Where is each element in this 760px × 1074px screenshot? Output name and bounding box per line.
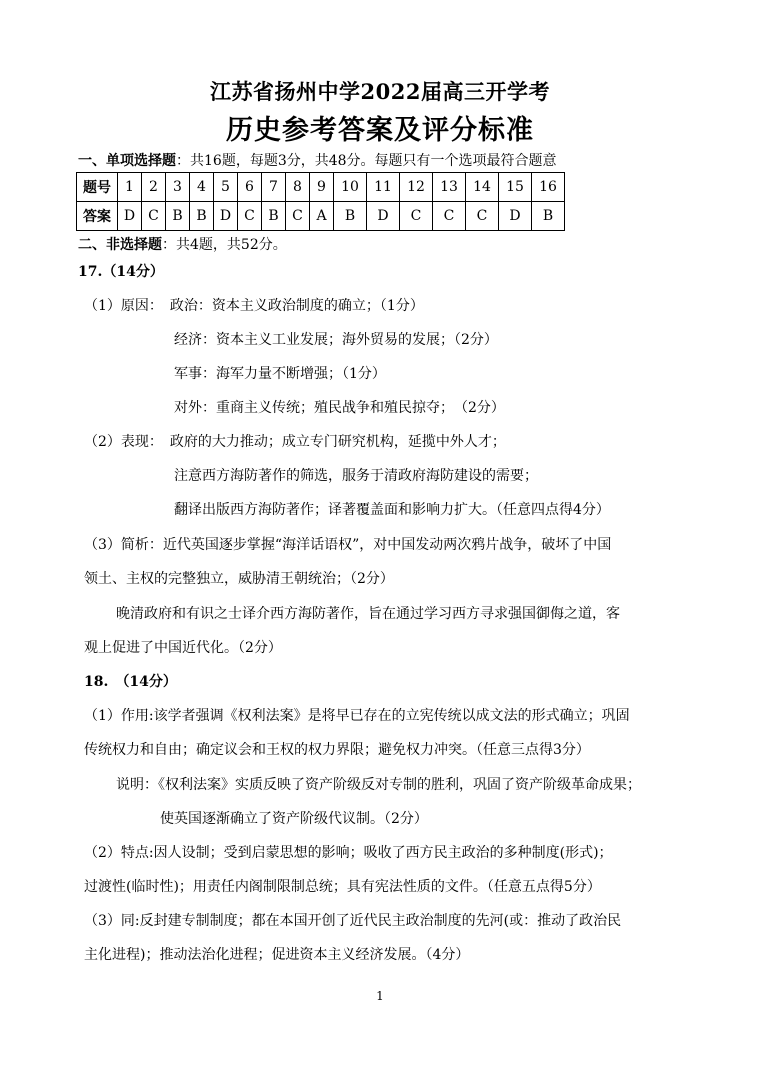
answer-cell: C (286, 202, 310, 231)
q18-line: （1）作用:该学者强调《权利法案》是将早已存在的立宪传统以成文法的形式确立；巩固 (84, 708, 630, 724)
answer-table-number-label: 题号 (77, 173, 118, 202)
document-title: 江苏省扬州中学2022届高三开学考 (210, 79, 550, 104)
answer-cell: B (166, 202, 190, 231)
section1-heading-line (78, 151, 557, 171)
q18-line: 过渡性(临时性)；用责任内阁制限制总统；具有宪法性质的文件。（任意五点得5分） (84, 879, 601, 895)
answer-cell: D (118, 202, 142, 231)
question-number-cell: 8 (286, 173, 310, 202)
answer-cell: C (433, 202, 466, 231)
question-number-cell: 9 (310, 173, 334, 202)
q17-line: 领土、主权的完整独立，威胁清王朝统治；（2分） (84, 571, 394, 587)
section2-heading-line (78, 235, 287, 255)
answer-cell: A (310, 202, 334, 231)
answer-cell: C (466, 202, 499, 231)
q18-line: 使英国逐渐确立了资产阶级代议制。（2分） (160, 811, 428, 827)
answer-table (76, 172, 565, 231)
q17-line: 对外：重商主义传统；殖民战争和殖民掠夺； （2分） (174, 400, 505, 416)
answer-table-answer-label: 答案 (77, 202, 118, 231)
question-number-cell: 15 (499, 173, 532, 202)
question-number-cell: 6 (238, 173, 262, 202)
answer-cell: D (367, 202, 400, 231)
answer-cell: D (499, 202, 532, 231)
document-subtitle: 历史参考答案及评分标准 (226, 115, 534, 146)
question-number-cell: 2 (142, 173, 166, 202)
q17-line: 军事：海军力量不断增强；（1分） (174, 366, 386, 382)
question-number-cell: 14 (466, 173, 499, 202)
q17-line: （3）简析：近代英国逐步掌握“海洋话语权”，对中国发动两次鸦片战争，破坏了中国 (84, 537, 612, 553)
answer-cell: B (262, 202, 286, 231)
answer-cell: B (190, 202, 214, 231)
q18-heading: 18. （14分） (84, 674, 177, 690)
q17-heading: 17.（14分） (78, 264, 164, 280)
question-number-cell: 5 (214, 173, 238, 202)
q17-line: 注意西方海防著作的筛选，服务于清政府海防建设的需要； (174, 468, 538, 484)
answer-table-answer-row (77, 202, 565, 231)
q18-line: （3）同:反封建专制制度；都在本国开创了近代民主政治制度的先河(或：推动了政治民 (84, 913, 622, 929)
section1-description: ：共16题，每题3分，共48分。每题只有一个选项最符合题意 (176, 153, 557, 169)
question-number-cell: 12 (400, 173, 433, 202)
question-number-cell: 11 (367, 173, 400, 202)
section2-description: ：共4题，共52分。 (162, 237, 287, 253)
question-number-cell: 4 (190, 173, 214, 202)
answer-cell: D (214, 202, 238, 231)
question-number-cell: 10 (334, 173, 367, 202)
q18-line: 主化进程)；推动法治化进程；促进资本主义经济发展。（4分） (84, 947, 470, 963)
answer-cell: C (142, 202, 166, 231)
answer-cell: B (334, 202, 367, 231)
question-number-cell: 13 (433, 173, 466, 202)
q17-line: 观上促进了中国近代化。（2分） (84, 640, 282, 656)
q17-line: （1）原因： 政治：资本主义政治制度的确立；（1分） (84, 298, 424, 314)
q18-line: 说明：《权利法案》实质反映了资产阶级反对专制的胜利，巩固了资产阶级革命成果； (116, 777, 641, 793)
question-number-cell: 3 (166, 173, 190, 202)
q17-line: 经济：资本主义工业发展；海外贸易的发展；（2分） (174, 332, 498, 348)
page-number: 1 (376, 989, 384, 1003)
q18-line: （2）特点:因人设制；受到启蒙思想的影响；吸收了西方民主政治的多种制度(形式)； (84, 845, 613, 861)
q17-line: 晚清政府和有识之士译介西方海防著作，旨在通过学习西方寻求强国御侮之道，客 (116, 606, 620, 622)
question-number-cell: 16 (532, 173, 565, 202)
answer-cell: B (532, 202, 565, 231)
q18-line: 传统权力和自由；确定议会和王权的权力界限；避免权力冲突。（任意三点得3分） (84, 742, 590, 758)
section1-heading: 一、单项选择题 (78, 153, 176, 169)
q17-line: （2）表现： 政府的大力推动；成立专门研究机构，延揽中外人才； (84, 434, 506, 450)
answer-cell: C (400, 202, 433, 231)
answer-cell: C (238, 202, 262, 231)
section2-heading: 二、非选择题 (78, 237, 162, 253)
answer-table-number-row (77, 173, 565, 202)
question-number-cell: 1 (118, 173, 142, 202)
question-number-cell: 7 (262, 173, 286, 202)
q17-line: 翻译出版西方海防著作；译著覆盖面和影响力扩大。（任意四点得4分） (174, 502, 610, 518)
